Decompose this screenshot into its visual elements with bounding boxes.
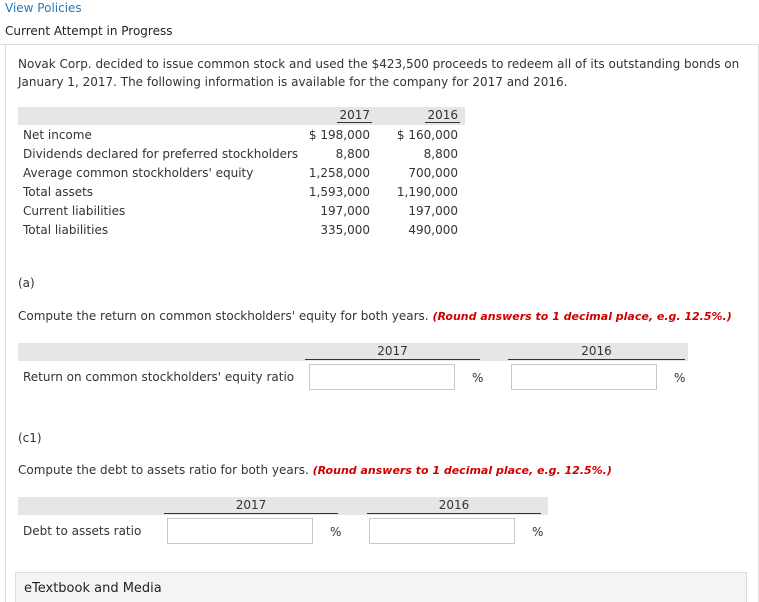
table-row xyxy=(23,223,463,242)
value-2016: 197,000 xyxy=(408,204,458,218)
value-2017: 335,000 xyxy=(320,223,370,237)
value-2016: 8,800 xyxy=(423,147,458,161)
debt-ratio-2016-input[interactable] xyxy=(369,518,515,544)
part-a-row-label: Return on common stockholders' equity ratio xyxy=(23,370,295,384)
value-2016: 490,000 xyxy=(408,223,458,237)
table-row xyxy=(23,128,463,147)
etextbook-label: eTextbook and Media xyxy=(24,581,162,596)
table-row xyxy=(23,185,463,204)
part-a-prompt xyxy=(18,309,753,323)
value-2017: 8,800 xyxy=(335,147,370,161)
row-label: Current liabilities xyxy=(23,204,126,218)
etextbook-media-toggle[interactable] xyxy=(15,572,747,602)
row-label: Net income xyxy=(23,128,92,142)
table-row xyxy=(23,204,463,223)
value-2017: 1,258,000 xyxy=(308,166,370,180)
row-label: Dividends declared for preferred stockholders xyxy=(23,147,299,161)
value-2016: $ 160,000 xyxy=(396,128,458,142)
part-a-instruction: (Round answers to 1 decimal place, e.g. 12.5%.) xyxy=(432,310,732,323)
part-c1-year-2017: 2017 xyxy=(164,498,338,514)
value-2017: 197,000 xyxy=(320,204,370,218)
row-label: Total assets xyxy=(23,185,94,199)
part-c1-row-label: Debt to assets ratio xyxy=(23,524,142,538)
part-a-year-2016: 2016 xyxy=(508,344,685,360)
part-c1-prompt xyxy=(18,463,753,477)
part-a-label: (a) xyxy=(18,276,35,290)
row-label: Average common stockholders' equity xyxy=(23,166,254,180)
part-c1-year-2016: 2016 xyxy=(367,498,541,514)
percent-unit: % xyxy=(330,525,342,539)
percent-unit: % xyxy=(472,371,484,385)
part-c1-header xyxy=(18,497,548,515)
part-a-question: Compute the return on common stockholders' equity for both years. xyxy=(18,309,429,323)
roe-2016-input[interactable] xyxy=(511,364,657,390)
year-2017-header: 2017 xyxy=(339,108,370,122)
debt-ratio-2017-input[interactable] xyxy=(167,518,313,544)
table-row xyxy=(23,147,463,166)
question-text: Novak Corp. decided to issue common stock and used the $423,500 proceeds to redeem all of its outstanding bonds on January 1, 2017. The following information is available for the company for 2017 and 2016. xyxy=(18,57,740,89)
part-c1-instruction: (Round answers to 1 decimal place, e.g. 12.5%.) xyxy=(312,464,612,477)
view-policies-link[interactable]: View Policies xyxy=(5,1,82,15)
part-a-header xyxy=(18,343,688,361)
percent-unit: % xyxy=(532,525,544,539)
part-c1-label: (c1) xyxy=(18,431,42,445)
value-2017: $ 198,000 xyxy=(308,128,370,142)
roe-2017-input[interactable] xyxy=(309,364,455,390)
row-label: Total liabilities xyxy=(23,223,109,237)
table-row xyxy=(23,166,463,185)
value-2016: 1,190,000 xyxy=(396,185,458,199)
data-table-header xyxy=(18,107,465,125)
attempt-status: Current Attempt in Progress xyxy=(5,24,173,38)
part-a-year-2017: 2017 xyxy=(305,344,480,360)
percent-unit: % xyxy=(674,371,686,385)
value-2017: 1,593,000 xyxy=(308,185,370,199)
year-2016-header: 2016 xyxy=(427,108,458,122)
value-2016: 700,000 xyxy=(408,166,458,180)
part-c1-question: Compute the debt to assets ratio for both years. xyxy=(18,463,309,477)
